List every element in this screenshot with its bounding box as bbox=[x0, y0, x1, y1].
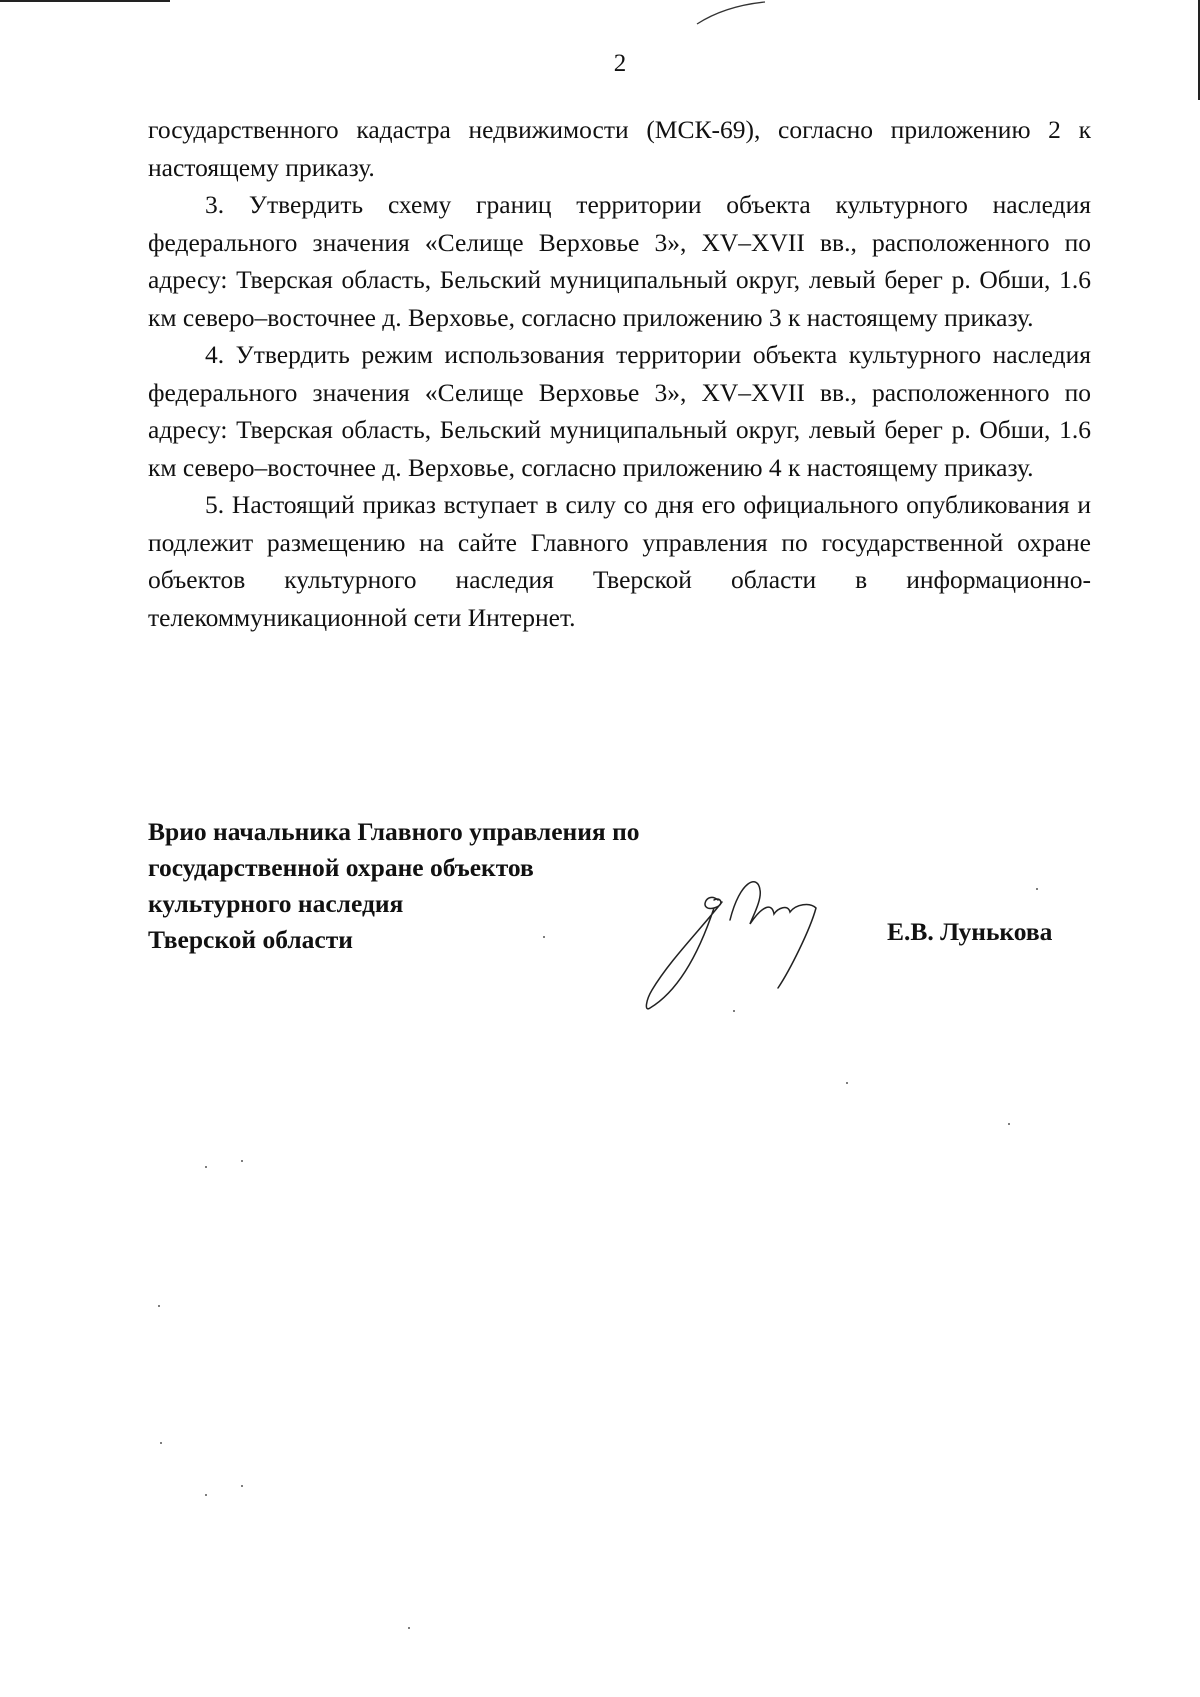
scan-speck bbox=[408, 1627, 410, 1629]
scan-speck bbox=[160, 1442, 162, 1444]
scan-mark-artifact bbox=[695, 0, 785, 30]
paragraph-item-3: 3. Утвердить схему границ территории объекта культурного наследия федерального значения «Селище Верховье 3», XV–XVII вв., расположенного по адресу: Тверская область, Бельский муниципальный округ, левый берег р. Обши, 1.6 км северо–восточнее д. Верховье, согласно приложению 3 к настоящему приказу. bbox=[148, 190, 1091, 332]
handwritten-signature bbox=[640, 860, 840, 1020]
scan-edge-artifact bbox=[0, 0, 170, 2]
paragraph-item-5: 5. Настоящий приказ вступает в силу со дня его официального опубликования и подлежит размещению на сайте Главного управления по государственной охране объектов культурного наследия Тверской области в информационно-телекоммуникационной сети Интернет. bbox=[148, 490, 1091, 632]
scan-speck bbox=[241, 1160, 243, 1162]
signatory-position-line: Тверской области bbox=[148, 925, 353, 954]
scan-speck bbox=[205, 1166, 207, 1168]
scan-speck bbox=[205, 1494, 207, 1496]
paragraph: государственного кадастра недвижимости (МСК-69), согласно приложению 2 к настоящему приказу. bbox=[148, 115, 1091, 182]
signatory-position-line: государственной охране объектов bbox=[148, 853, 534, 882]
signatory-position-line: культурного наследия bbox=[148, 889, 404, 918]
page-number: 2 bbox=[613, 50, 627, 77]
scan-speck bbox=[846, 1082, 848, 1084]
paragraph-item-4: 4. Утвердить режим использования территории объекта культурного наследия федерального значения «Селище Верховье 3», XV–XVII вв., расположенного по адресу: Тверская область, Бельский муниципальный округ, левый берег р. Обши, 1.6 км северо–восточнее д. Верховье, согласно приложению 4 к настоящему приказу. bbox=[148, 340, 1091, 482]
scan-speck bbox=[1036, 888, 1038, 890]
scan-speck bbox=[241, 1485, 243, 1487]
signatory-position bbox=[148, 814, 640, 958]
scan-speck bbox=[1008, 1123, 1010, 1125]
signatory-name: Е.В. Лунькова bbox=[887, 917, 1053, 946]
signatory-position-line: Врио начальника Главного управления по bbox=[148, 817, 640, 846]
scan-speck bbox=[543, 936, 545, 938]
document-body bbox=[148, 111, 1091, 636]
scan-speck bbox=[733, 1010, 735, 1012]
scan-speck bbox=[158, 1305, 160, 1307]
